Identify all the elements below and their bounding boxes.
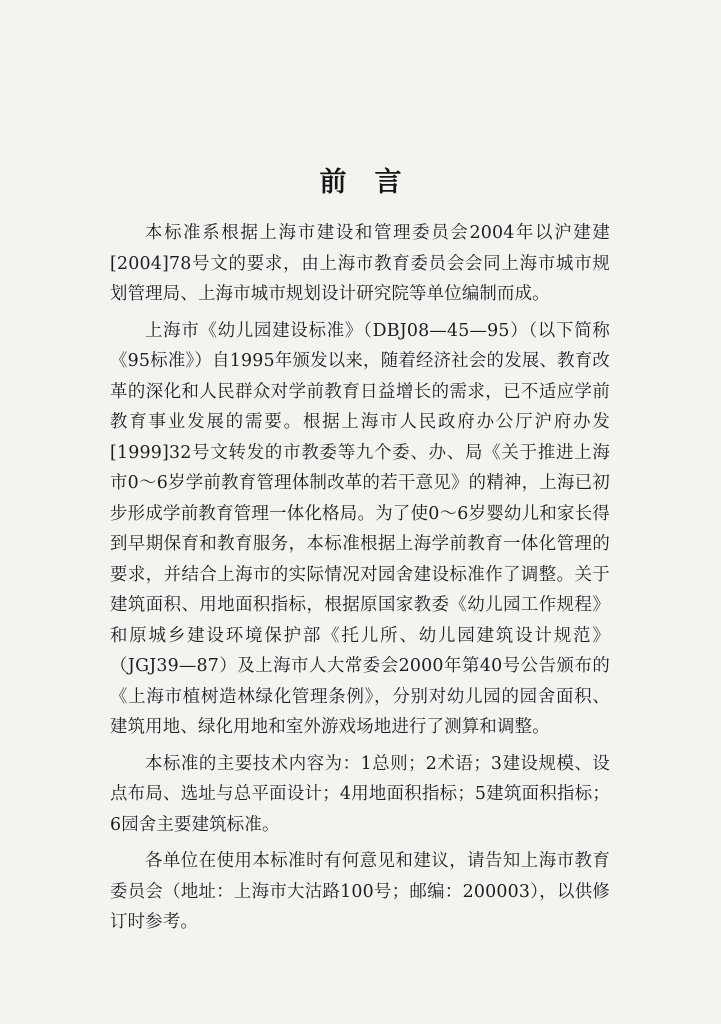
paragraph-3: 本标准的主要技术内容为：1总则；2术语；3建设规模、设点布局、选址与总平面设计；4用地面积指标；5建筑面积指标；6园舍主要建筑标准。 [110,753,610,835]
document-body [110,218,610,944]
paragraph-2: 上海市《幼儿园建设标准》（DBJ08—45—95）（以下简称《95标准》）自1995年颁发以来，随着经济社会的发展、教育改革的深化和人民群众对学前教育日益增长的需求，已不适应学前教育事业发展的需要。根据上海市人民政府办公厅沪府办发[1999]32号文转发的市教委等九个委、办、局《关于推进上海市0～6岁学前教育管理体制改革的若干意见》的精神，上海已初步形成学前教育管理一体化格局。为了使0～6岁婴幼儿和家长得到早期保育和教育服务，本标准根据上海学前教育一体化管理的要求，并结合上海市的实际情况对园舍建设标准作了调整。关于建筑面积、用地面积指标，根据原国家教委《幼儿园工作规程》和原城乡建设环境保护部《托儿所、幼儿园建筑设计规范》（JGJ39—87）及上海市人大常委会2000年第40号公告颁布的《上海市植树造林绿化管理条例》，分别对幼儿园的园舍面积、建筑用地、绿化用地和室外游戏场地进行了测算和调整。 [110,320,610,737]
paragraph-1: 本标准系根据上海市建设和管理委员会2004年以沪建建[2004]78号文的要求，由上海市教育委员会会同上海市城市规划管理局、上海市城市规划设计研究院等单位编制而成。 [110,223,610,304]
paragraph-4: 各单位在使用本标准时有何意见和建议，请告知上海市教育委员会（地址：上海市大沽路100号；邮编：200003），以供修订时参考。 [110,851,610,932]
page-title: 前言 [319,167,430,198]
